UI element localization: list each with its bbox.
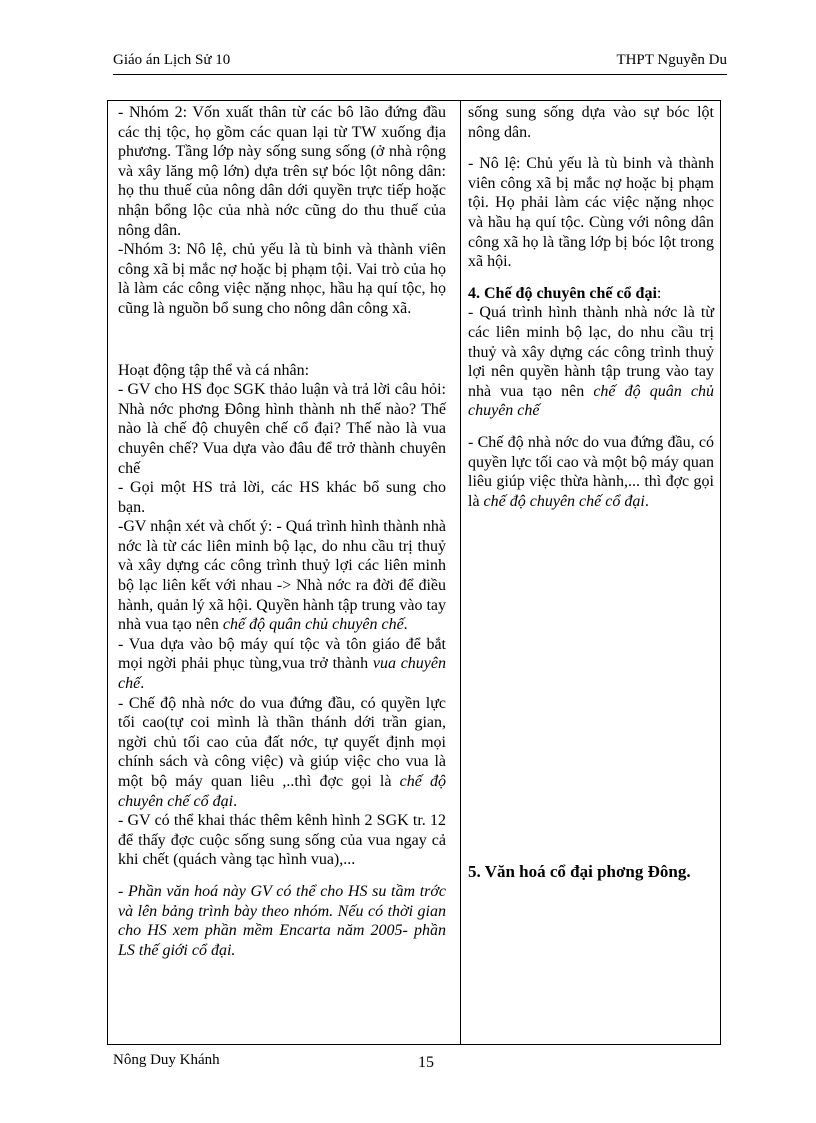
activity-heading: Hoạt động tập thể và cá nhân: bbox=[118, 361, 310, 379]
group-3-paragraph: -Nhóm 3: Nô lệ, chủ yếu là tù binh và thành viên công xã bị mắc nợ hoặc bị phạm tội. Vai trò của họ là làm các công việc nặng nhọc, hầu hạ quí tộc, họ cũng là nguồn bổ sung cho nông dân công xã. bbox=[118, 241, 446, 317]
header-school-name: THPT Nguyễn Du bbox=[616, 52, 727, 68]
group-2-paragraph: - Nhóm 2: Vốn xuất thân từ các bô lão đứng đầu các thị tộc, họ gồm các quan lại từ TW xuống địa phương. Tầng lớp này sống sung sống (ở nhà rộng và xây lăng mộ lớn) dựa trên sự bóc lột nông dân: họ thu thuế của nông dân dới quyền trực tiếp hoặc nhận bổng lộc của nhà nớc cũng do thu thuế của nông dân. bbox=[118, 104, 446, 239]
lesson-table bbox=[107, 100, 721, 1045]
slaves-paragraph: - Nô lệ: Chủ yếu là tù binh và thành viên công xã bị mắc nợ hoặc bị phạm tội. Họ phải làm các việc nặng nhọc và hầu hạ quí tộc. Cùng với nông dân công xã họ là tầng lớp bị bóc lột trong xã hội. bbox=[468, 155, 714, 271]
regime-paragraph: - Chế độ nhà nớc do vua đứng đầu, có quyền lực tối cao và một bộ máy quan liêu giúp việc thừa hành,... thì đợc gọi là chế độ chuyên chế cổ đại. bbox=[468, 433, 714, 510]
student-answer-note: - Gọi một HS trả lời, các HS khác bổ sung cho bạn. bbox=[118, 479, 446, 516]
teacher-conclusion: -GV nhận xét và chốt ý: - Quá trình hình thành nhà nớc là từ các liên minh bộ lạc, do nhu cầu trị thuỷ và xây dựng các công trình thuỷ lợi các liên minh bộ lạc liên kết với nhau -> Nhà nớc ra đời để điều hành, quản lý xã hội. Quyền hành tập trung vào tay nhà vua tạo nên chế độ quân chủ chuyên chế. bbox=[118, 518, 446, 634]
activity-column bbox=[118, 103, 446, 960]
header-doc-title: Giáo án Lịch Sử 10 bbox=[113, 52, 231, 68]
section-5-heading: 5. Văn hoá cổ đại phơng Đông. bbox=[468, 862, 691, 881]
state-formation-paragraph: - Quá trình hình thành nhà nớc là từ các liên minh bộ lạc, do nhu cầu trị thuỷ và xây dựng các công trình thuỷ lợi nên quyền hành tập trung vào tay nhà vua tạo nên chế độ quân chủ chuyên chế bbox=[468, 304, 714, 420]
column-divider bbox=[460, 101, 461, 1044]
king-note: - Vua dựa vào bộ máy quí tộc và tôn giáo để bắt mọi ngời phải phục tùng,vua trở thành vua chuyên chế. bbox=[118, 635, 446, 693]
teacher-question: - GV cho HS đọc SGK thảo luận và trả lời câu hỏi: Nhà nớc phơng Đông hình thành nh thế nào? Thế nào là chế độ chuyên chế cổ đại? Thế nào là vua chuyên chế? Vua dựa vào đâu để trở thành chuyên chế bbox=[118, 381, 446, 477]
page-number: 15 bbox=[418, 1054, 434, 1071]
section-4-heading: 4. Chế độ chuyên chế cổ đại: bbox=[468, 284, 662, 302]
page-header bbox=[113, 52, 727, 75]
nobles-continuation: sống sung sống dựa vào sự bóc lột nông dân. bbox=[468, 104, 714, 141]
image-channel-note: - GV có thể khai thác thêm kênh hình 2 SGK tr. 12 để thấy đợc cuộc sống sung sống của vua ngay cả khi chết (quách vàng tạc hình vua),... bbox=[118, 812, 446, 869]
culture-activity-note: - Phần văn hoá này GV có thể cho HS su tầm trớc và lên bảng trình bày theo nhóm. Nếu có thời gian cho HS xem phần mềm Encarta năm 2005- phần LS thế giới cổ đại. bbox=[118, 882, 446, 959]
state-regime-note: - Chế độ nhà nớc do vua đứng đầu, có quyền lực tối cao(tự coi mình là thần thánh dới trần gian, ngời chủ tối cao của đất nớc, tự quyết định mọi chính sách và công việc) và giúp việc cho vua là một bộ máy quan liêu ,..thì đợc gọi là chế độ chuyên chế cổ đại. bbox=[118, 694, 446, 810]
content-column bbox=[468, 103, 714, 511]
footer-author: Nông Duy Khánh bbox=[113, 1052, 220, 1068]
